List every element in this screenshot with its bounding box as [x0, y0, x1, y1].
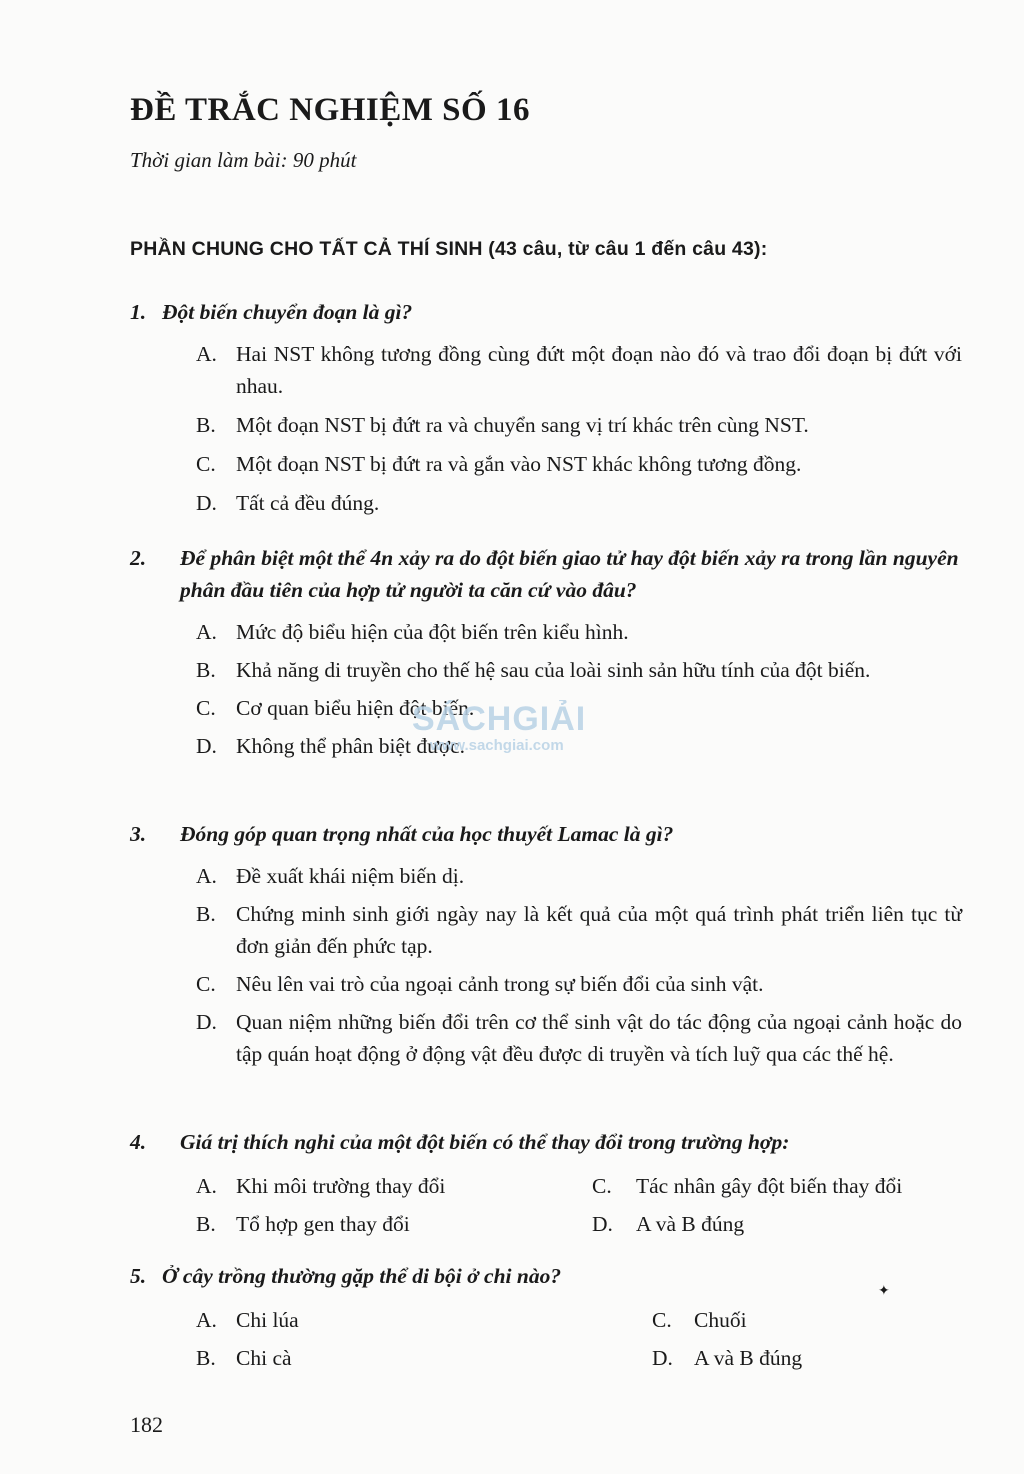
- option-letter: B.: [196, 1346, 216, 1370]
- option-text: Tổ hợp gen thay đổi: [236, 1212, 410, 1236]
- option-b: [0, 898, 1024, 962]
- options-row-2: [0, 1208, 1024, 1246]
- question-number: 3.: [130, 822, 147, 846]
- star-mark: ✦: [878, 1284, 890, 1299]
- section-heading: PHẦN CHUNG CHO TẤT CẢ THÍ SINH (43 câu, từ câu 1 đến câu 43):: [130, 238, 768, 260]
- option-letter: D.: [196, 491, 217, 515]
- question-text: Đột biến chuyển đoạn là gì?: [162, 300, 413, 324]
- question-title: [0, 296, 1024, 328]
- option-letter: C.: [196, 696, 216, 720]
- option-letter: A.: [196, 1174, 217, 1198]
- question-2: [0, 542, 1024, 762]
- option-d: [0, 730, 1024, 762]
- option-text: A và B đúng: [636, 1212, 745, 1236]
- option-a: [0, 338, 1024, 402]
- watermark-logo: SÁCHGIẢI: [412, 700, 587, 738]
- option-text: Chuối: [694, 1308, 747, 1332]
- watermark-url: www.sachgiai.com: [430, 737, 564, 754]
- option-letter: D.: [592, 1212, 613, 1236]
- question-text: Giá trị thích nghi của một đột biến có thể thay đổi trong trường hợp:: [180, 1130, 790, 1154]
- option-d: [0, 487, 1024, 519]
- option-letter: C.: [196, 452, 216, 476]
- question-3: [0, 818, 1024, 1070]
- option-c: [0, 692, 1024, 724]
- question-text: Ở cây trồng thường gặp thể di bội ở chi nào?: [162, 1264, 562, 1288]
- option-text: Một đoạn NST bị đứt ra và gắn vào NST khác không tương đồng.: [236, 452, 802, 476]
- options-row-2: [0, 1342, 1024, 1380]
- option-letter: C.: [196, 972, 216, 996]
- option-letter: C.: [592, 1174, 612, 1198]
- option-c: [0, 448, 1024, 480]
- option-text: Cơ quan biểu hiện đột biến.: [236, 696, 475, 720]
- option-text: Mức độ biểu hiện của đột biến trên kiểu hình.: [236, 620, 629, 644]
- question-5: [0, 1260, 1024, 1380]
- option-b: [0, 654, 1024, 686]
- option-letter: A.: [196, 342, 217, 366]
- option-letter: D.: [196, 734, 217, 758]
- page-title: ĐỀ TRẮC NGHIỆM SỐ 16: [130, 92, 530, 128]
- option-text: Chi cà: [236, 1346, 292, 1370]
- option-text: Chi lúa: [236, 1308, 299, 1332]
- question-number: 2.: [130, 546, 147, 570]
- option-text: Chứng minh sinh giới ngày nay là kết quả của một quá trình phát triển liên tục từ đơn giản đến phức tạp.: [236, 902, 962, 958]
- option-letter: A.: [196, 1308, 217, 1332]
- options-row-1: [0, 1304, 1024, 1342]
- question-title: [0, 1126, 1024, 1158]
- question-title: [0, 542, 1024, 606]
- option-letter: D.: [652, 1346, 673, 1370]
- exam-duration: Thời gian làm bài: 90 phút: [130, 148, 357, 172]
- option-text: Một đoạn NST bị đứt ra và chuyển sang vị trí khác trên cùng NST.: [236, 413, 809, 437]
- page-number: 182: [130, 1412, 163, 1437]
- option-letter: D.: [196, 1010, 217, 1034]
- question-title: [0, 818, 1024, 850]
- option-text: Tác nhân gây đột biến thay đổi: [636, 1174, 903, 1198]
- question-text: Để phân biệt một thể 4n xảy ra do đột biến giao tử hay đột biến xảy ra trong lần nguyên phân đầu tiên của hợp tử người ta căn cứ vào đâu?: [180, 546, 959, 602]
- option-text: Khả năng di truyền cho thế hệ sau của loài sinh sản hữu tính của đột biến.: [236, 658, 871, 682]
- question-number: 1.: [130, 300, 147, 324]
- option-letter: B.: [196, 1212, 216, 1236]
- question-text: Đóng góp quan trọng nhất của học thuyết Lamac là gì?: [180, 822, 674, 846]
- option-letter: B.: [196, 902, 216, 926]
- question-number: 4.: [130, 1130, 147, 1154]
- option-text: Không thể phân biệt được.: [236, 734, 466, 758]
- question-1: [0, 296, 1024, 519]
- option-text: Tất cả đều đúng.: [236, 491, 380, 515]
- option-letter: C.: [652, 1308, 672, 1332]
- question-number: 5.: [130, 1264, 147, 1288]
- option-text: Nêu lên vai trò của ngoại cảnh trong sự biến đổi của sinh vật.: [236, 972, 764, 996]
- option-text: Đề xuất khái niệm biến dị.: [236, 864, 465, 888]
- options-row-1: [0, 1170, 1024, 1208]
- option-text: Quan niệm những biến đổi trên cơ thể sinh vật do tác động của ngoại cảnh hoặc do tập quán hoạt động ở động vật đều được di truyền và tích luỹ qua các thế hệ.: [236, 1010, 962, 1066]
- question-title: [0, 1260, 1024, 1292]
- option-c: [0, 968, 1024, 1000]
- option-b: [0, 409, 1024, 441]
- option-letter: B.: [196, 413, 216, 437]
- option-text: Khi môi trường thay đổi: [236, 1174, 446, 1198]
- option-d: [0, 1006, 1024, 1070]
- option-text: Hai NST không tương đồng cùng đứt một đoạn nào đó và trao đổi đoạn bị đứt với nhau.: [236, 342, 962, 398]
- option-letter: A.: [196, 620, 217, 644]
- question-4: [0, 1126, 1024, 1246]
- option-letter: A.: [196, 864, 217, 888]
- option-a: [0, 616, 1024, 648]
- option-text: A và B đúng: [694, 1346, 803, 1370]
- option-a: [0, 860, 1024, 892]
- option-letter: B.: [196, 658, 216, 682]
